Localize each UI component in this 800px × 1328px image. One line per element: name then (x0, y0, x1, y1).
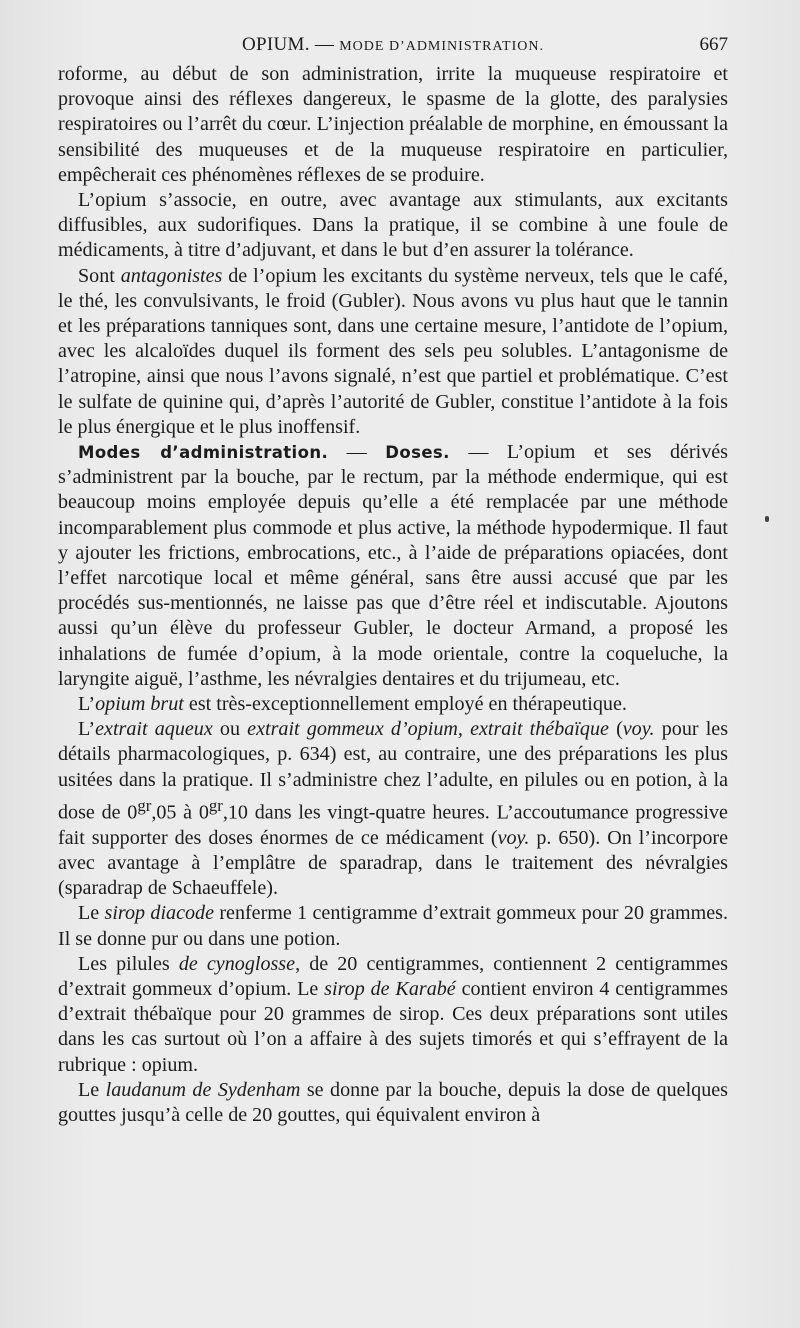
header-title-line (58, 34, 728, 56)
running-header (58, 34, 728, 60)
paragraph-modes-doses (58, 440, 728, 692)
text-run: p. 650). On l’incorpore avec avantage à l’emplâtre de sparadrap, dans le traitement des névralgies (sparadrap de Schaeuffele). (58, 826, 728, 900)
italic-term: voy. (497, 826, 530, 849)
italic-term: extrait aqueux (95, 718, 213, 741)
paragraph-associations (58, 188, 728, 264)
text-run: L’ (78, 693, 96, 716)
text-run: ( (608, 718, 623, 741)
italic-term: opium brut (95, 693, 184, 716)
text-run: — L’opium et ses dérivés s’administrent par la bouche, par le rectum, par la méthode endermique, qui est beaucoup moins employée depuis qu’elle a été remplacée par une méthode incomparablement plus commode et plus active, la méthode hypodermique. Il faut y ajouter les frictions, embrocations, etc., à l’aide de préparations opiacées, dont l’effet narcotique local et même général, sans être aussi accusé que par les procédés sus-mentionnés, ne laisse pas que d’être réel et indiscutable. Ajoutons aussi qu’un élève du professeur Gubler, le docteur Armand, a proposé les inhalations de fumée d’opium, à la mode orientale, contre la coqueluche, la laryngite aiguë, l’asthme, les névralgies dentaires et du trijumeau, etc. (58, 441, 728, 690)
page-number: 667 (699, 34, 728, 55)
text-run: Les pilules (78, 952, 179, 975)
paragraph-antagonists (58, 264, 728, 440)
italic-term: extrait gommeux d’opium, extrait thébaïque (247, 718, 609, 741)
text-run: Le (78, 1078, 106, 1101)
section-heading-doses: Doses. (385, 443, 450, 463)
header-dash: — (314, 34, 335, 55)
header-title: OPIUM. (242, 34, 310, 55)
italic-term: sirop diacode (104, 902, 215, 925)
text-run: ou (212, 718, 248, 741)
italic-term: antagonistes (120, 264, 223, 287)
paragraph-text: roforme, au début de son administration, irrite la muqueuse respiratoire et provoque ainsi des réflexes dangereux, le spasme de la glotte, des paralysies respiratoires ou l’arrêt du cœur. L’injection préalable de morphine, en émoussant la sensibilité des muqueuses et de la muqueuse respiratoire en particulier, empêcherait ces phénomènes réflexes de se produire. (58, 63, 728, 186)
italic-term: voy. (622, 718, 655, 741)
text-run: ,05 à 0 (151, 801, 209, 824)
paragraph-pilules (58, 952, 728, 1078)
text-run: Sont (78, 264, 121, 287)
text-run: contient environ 4 centigrammes d’extrait thébaïque pour 20 grammes de sirop. Ces deux préparations sont utiles dans les cas surtout où l’on a affaire à des sujets timorés et qui s’effrayent de la rubrique : opium. (58, 978, 729, 1076)
italic-term: sirop de Karabé (324, 978, 456, 1000)
paragraph-extrait (58, 717, 728, 901)
unit-superscript: gr (208, 795, 223, 815)
italic-term: de cynoglosse (178, 952, 296, 975)
ink-speck (765, 516, 769, 522)
body-text (58, 62, 728, 1128)
paragraph-continued (58, 62, 728, 188)
section-heading-modes: Modes d’administration. (78, 443, 329, 463)
paragraph-text: L’opium s’associe, en outre, avec avantage aux stimulants, aux excitants diffusibles, aux sudorifiques. Dans la pratique, il se combine à une foule de médicaments, à titre d’adjuvant, et dans le but d’en assurer la tolérance. (58, 189, 728, 262)
text-run: se donne par la bouche, depuis la dose de quelques gouttes jusqu’à celle de 20 gouttes, qui équivalent environ à (58, 1078, 728, 1127)
unit-superscript: gr (137, 795, 152, 815)
text-run: ,10 dans les vingt-quatre heures. L’accoutumance progressive fait supporter des doses énormes de ce médicament ( (58, 801, 728, 849)
text-run: L’ (78, 718, 96, 741)
header-subtitle: MODE D’ADMINISTRATION. (339, 39, 544, 54)
text-run: — (328, 441, 386, 464)
paragraph-sirop-diacode (58, 901, 728, 951)
text-run: , de 20 centigrammes, contiennent 2 centigrammes d’extrait gommeux d’opium. Le (58, 952, 729, 1000)
italic-term: laudanum de Sydenham (105, 1078, 301, 1101)
text-run: pour les détails pharmacologiques, p. 634) est, au contraire, une des préparations les plus usitées dans la pratique. Il s’administre chez l’adulte, en pilules ou en potion, à la dose de 0 (58, 718, 729, 824)
paragraph-laudanum (58, 1078, 728, 1128)
text-run: est très-exceptionnellement employé en thérapeutique. (183, 693, 627, 716)
paragraph-opium-brut (58, 692, 728, 717)
text-run: renferme 1 centigramme d’extrait gommeux pour 20 grammes. Il se donne pur ou dans une potion. (58, 902, 729, 950)
text-run: de l’opium les excitants du système nerveux, tels que le café, le thé, les convulsivants, le froid (Gubler). Nous avons vu plus haut que le tannin et les préparations tanniques sont, dans une certaine mesure, l’antidote de l’opium, avec les alcaloïdes duquel ils forment des sels peu solubles. L’antagonisme de l’atropine, ainsi que nous l’avons signalé, n’est que partiel et problématique. C’est le sulfate de quinine qui, d’après l’autorité de Gubler, constitue l’antidote à la fois le plus énergique et le plus inoffensif. (58, 264, 728, 438)
text-run: Le (78, 902, 105, 925)
